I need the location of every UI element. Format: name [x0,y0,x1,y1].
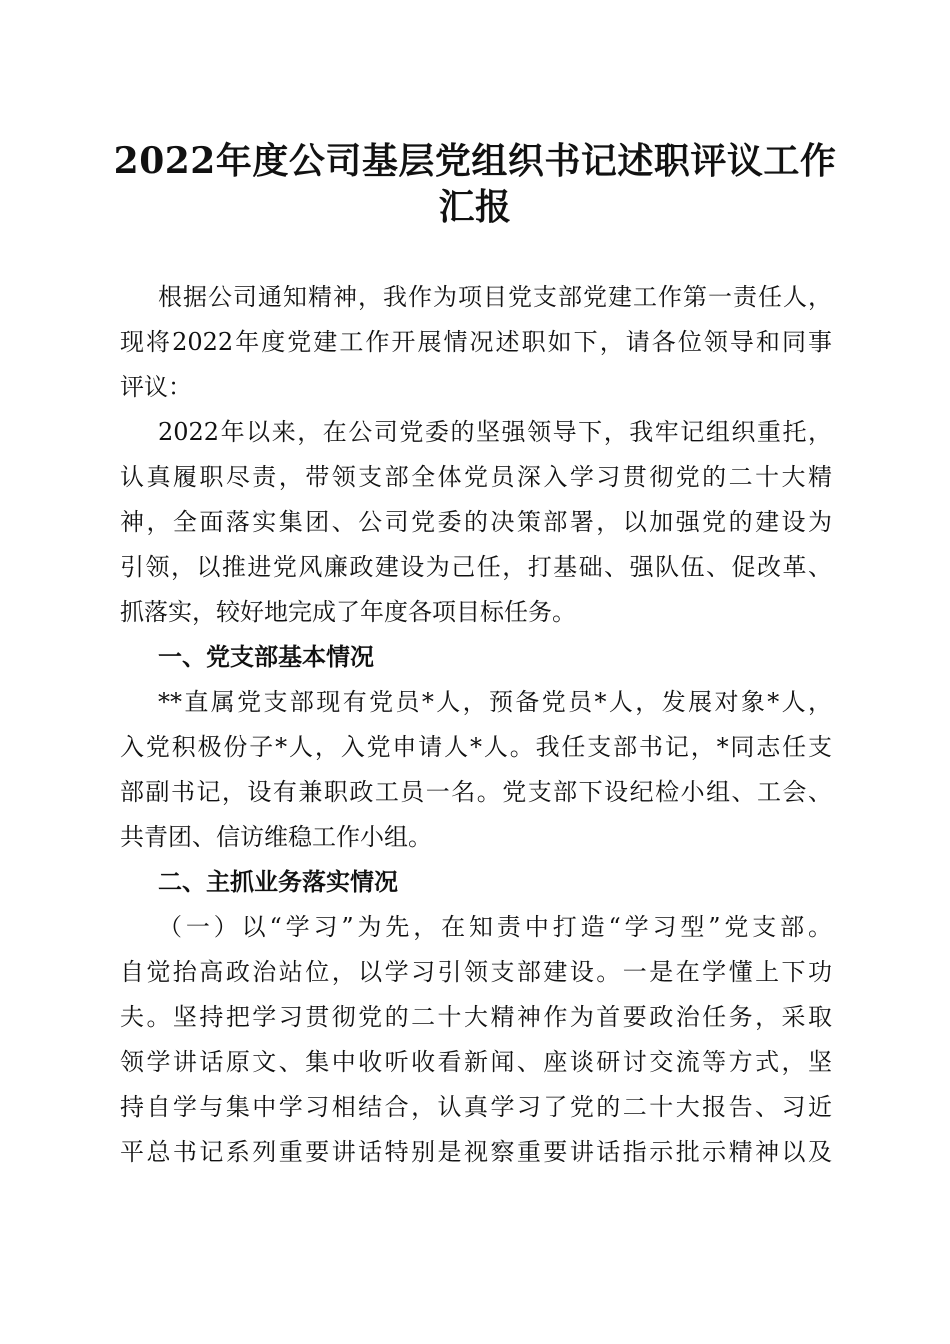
overview-line-2: 认真履职尽责，带领支部全体党员深入学习贯彻党的二十大精 [120,463,832,491]
overview-line-4: 引领，以推进党风廉政建设为己任，打基础、强队伍、促改革、 [120,553,832,581]
section-1-line-2: 入党积极份子*人，入党申请人*人。我任支部书记，*同志任支 [120,733,832,761]
section-2-line-4: 领学讲话原文、集中收听收看新闻、座谈研讨交流等方式，坚 [120,1048,832,1076]
intro-line-2: 现将2022年度党建工作开展情况述职如下，请各位领导和同事 [120,328,832,356]
overview-line-5: 抓落实，较好地完成了年度各项目标任务。 [120,598,576,626]
section-1-line-3: 部副书记，设有兼职政工员一名。党支部下设纪检小组、工会、 [120,778,832,806]
section-2-line-1: （一）以“学习”为先，在知责中打造“学习型”党支部。 [158,913,832,941]
document-title-line-1: 2022年度公司基层党组织书记述职评议工作 [113,140,837,182]
section-1-heading: 一、党支部基本情况 [158,643,374,671]
overview-line-3: 神，全面落实集团、公司党委的决策部署，以加强党的建设为 [120,508,832,536]
intro-line-1: 根据公司通知精神，我作为项目党支部党建工作第一责任人， [158,283,832,311]
intro-line-3: 评议： [120,373,192,401]
section-2-heading: 二、主抓业务落实情况 [158,868,398,896]
section-1-line-1: **直属党支部现有党员*人，预备党员*人，发展对象*人， [158,688,832,716]
document-title-line-2: 汇报 [438,186,512,228]
overview-line-1: 2022年以来，在公司党委的坚强领导下，我牢记组织重托， [158,418,832,446]
section-2-line-6: 平总书记系列重要讲话特别是视察重要讲话指示批示精神以及 [120,1138,832,1166]
section-2-line-5: 持自学与集中学习相结合，认真学习了党的二十大报告、习近 [120,1093,832,1121]
section-2-line-2: 自觉抬高政治站位，以学习引领支部建设。一是在学懂上下功 [120,958,832,986]
section-2-line-3: 夫。坚持把学习贯彻党的二十大精神作为首要政治任务，采取 [120,1003,832,1031]
section-1-line-4: 共青团、信访维稳工作小组。 [120,823,432,851]
